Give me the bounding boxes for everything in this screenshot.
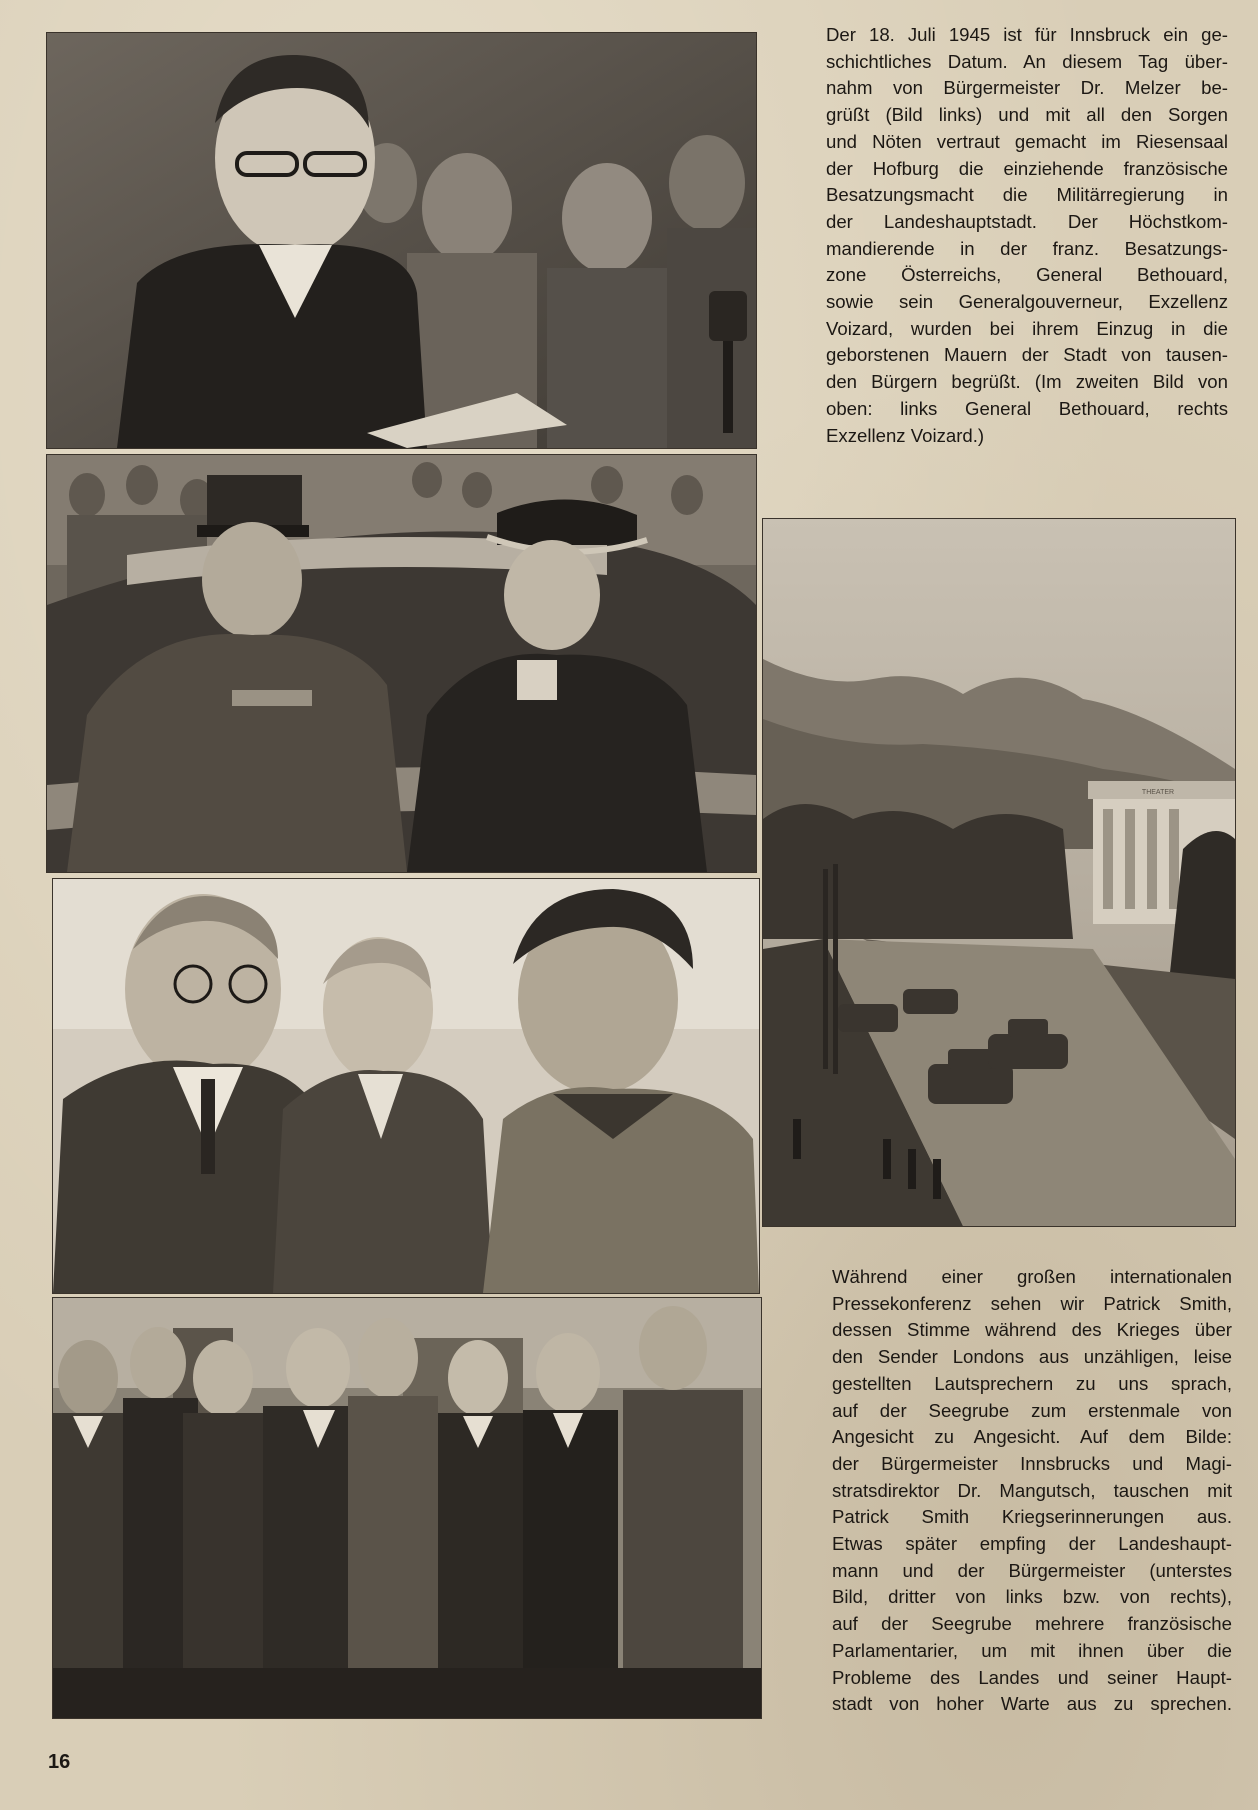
caption-line: Bild, dritter von links bzw. von rechts), xyxy=(832,1586,1232,1608)
caption-line: den Bürgern begrüßt. (Im zweiten Bild von xyxy=(826,371,1228,393)
caption-line: schichtliches Datum. An diesem Tag über- xyxy=(826,50,1228,72)
caption-line: und Nöten vertraut gemacht im Riesensaal xyxy=(826,130,1228,152)
caption-line: grüßt (Bild links) und mit all den Sorgen xyxy=(826,104,1228,126)
caption-line: Exzellenz Voizard.) xyxy=(826,424,985,446)
caption-line: Etwas später empfing der Landeshaupt- xyxy=(832,1533,1232,1555)
caption-line: der Hofburg die einziehende französische xyxy=(826,157,1228,179)
caption-line: der Bürgermeister Innsbrucks und Magi- xyxy=(832,1452,1232,1474)
caption-line: Voizard, wurden bei ihrem Einzug in die xyxy=(826,317,1228,339)
caption-line: mandierende in der franz. Besatzungs- xyxy=(826,237,1228,259)
caption-line: nahm von Bürgermeister Dr. Melzer be- xyxy=(826,77,1228,99)
theater-sign: THEATER xyxy=(1141,789,1175,796)
photo-mayor-speech xyxy=(46,32,757,449)
caption-line: geborstenen Mauern der Stadt von tausen- xyxy=(826,344,1228,366)
photo-parliamentarians-group xyxy=(52,1297,762,1719)
caption-line: oben: links General Bethouard, rechts xyxy=(826,397,1228,419)
photo-patrick-smith-meeting xyxy=(52,878,760,1294)
photo-generals-in-car xyxy=(46,454,757,873)
caption-line: dessen Stimme während des Krieges über xyxy=(832,1319,1232,1341)
caption-line: Patrick Smith Kriegserinnerungen aus. xyxy=(832,1506,1232,1528)
caption-line: Angesicht zu Angesicht. Auf dem Bilde: xyxy=(832,1426,1232,1448)
page-number: 16 xyxy=(48,1751,71,1773)
caption-line: sowie sein Generalgouverneur, Exzellenz xyxy=(826,291,1228,313)
caption-line: zone Österreichs, General Bethouard, xyxy=(826,264,1228,286)
caption-line: Pressekonferenz sehen wir Patrick Smith, xyxy=(832,1292,1232,1314)
caption-line: stadt von hoher Warte aus zu sprechen. xyxy=(832,1693,1232,1715)
caption-line: gestellten Lautsprechern zu uns sprach, xyxy=(832,1372,1232,1394)
caption-line: auf der Seegrube zum erstenmale von xyxy=(832,1399,1232,1421)
photo-parade-theater xyxy=(762,518,1236,1227)
caption-line: der Landeshauptstadt. Der Höchstkom- xyxy=(826,210,1228,232)
caption-line: den Sender Londons aus unzähligen, leise xyxy=(832,1346,1232,1368)
caption-bottom-text xyxy=(832,1264,1232,1718)
caption-line: stratsdirektor Dr. Mangutsch, tauschen mit xyxy=(832,1479,1232,1501)
caption-line: Der 18. Juli 1945 ist für Innsbruck ein ge- xyxy=(826,24,1228,45)
caption-line: Probleme des Landes und seiner Haupt- xyxy=(832,1666,1232,1688)
caption-line: Besatzungsmacht die Militärregierung in xyxy=(826,184,1228,206)
caption-top-text xyxy=(826,22,1228,449)
caption-line: Während einer großen internationalen xyxy=(832,1266,1232,1287)
caption-line: auf der Seegrube mehrere französische xyxy=(832,1613,1232,1635)
caption-line: mann und der Bürgermeister (unterstes xyxy=(832,1559,1232,1581)
caption-line: Parlamentarier, um mit ihnen über die xyxy=(832,1639,1232,1661)
